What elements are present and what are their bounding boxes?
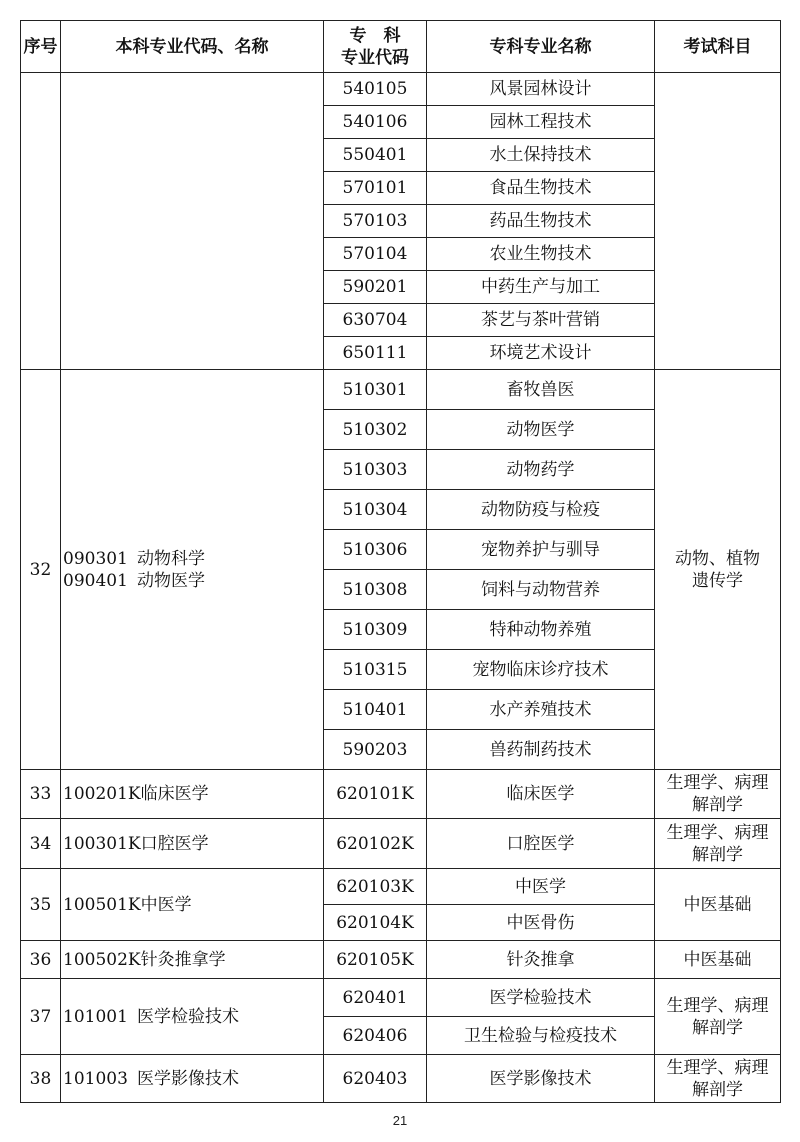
- exam-subjects-cell: [655, 869, 781, 941]
- college-code-cell: 510306: [324, 530, 427, 570]
- table-row: [21, 770, 781, 819]
- exam-subjects-cell: [655, 819, 781, 869]
- college-code-cell: 510315: [324, 650, 427, 690]
- college-code-cell: 510301: [324, 370, 427, 410]
- table-row: [21, 979, 781, 1017]
- college-major-cell: 临床医学: [427, 770, 655, 819]
- undergrad-major-code: 090401: [63, 570, 128, 591]
- undergrad-major-code: 100501K: [63, 894, 141, 915]
- college-code-cell: 590203: [324, 730, 427, 770]
- header-college-code-line1: 专 科: [349, 25, 401, 46]
- undergrad-major-name: 医学检验技术: [137, 1006, 239, 1027]
- undergrad-major-name: 医学影像技术: [137, 1068, 239, 1089]
- college-major-cell: 口腔医学: [427, 819, 655, 869]
- undergrad-major-line: [63, 1006, 323, 1028]
- undergrad-major-name: 动物医学: [137, 570, 205, 591]
- undergrad-major-cell: [61, 770, 324, 819]
- header-exam-subjects: 考试科目: [655, 21, 781, 73]
- index-cell: 34: [21, 819, 61, 869]
- header-index: 序号: [21, 21, 61, 73]
- undergrad-major-name: 针灸推拿学: [140, 949, 226, 970]
- index-cell: 35: [21, 869, 61, 941]
- index-cell: 38: [21, 1055, 61, 1103]
- college-code-cell: 540105: [324, 73, 427, 106]
- undergrad-major-code: 101003: [63, 1068, 128, 1089]
- index-cell: 37: [21, 979, 61, 1055]
- college-major-cell: 针灸推拿: [427, 941, 655, 979]
- college-code-cell: 510401: [324, 690, 427, 730]
- undergrad-major-line: [63, 783, 323, 805]
- exam-subject-line: 动物、植物: [675, 548, 760, 569]
- exam-subject-line: 解剖学: [692, 844, 743, 865]
- college-code-cell: 630704: [324, 304, 427, 337]
- college-major-cell: 卫生检验与检疫技术: [427, 1017, 655, 1055]
- undergrad-major-cell: [61, 869, 324, 941]
- exam-subject-line: 生理学、病理: [666, 1057, 769, 1078]
- undergrad-major-name: 临床医学: [140, 784, 209, 804]
- college-major-cell: 动物药学: [427, 450, 655, 490]
- exam-subject-line: 中医基础: [683, 894, 752, 915]
- table-row: [21, 1055, 781, 1103]
- college-major-cell: 宠物养护与驯导: [427, 530, 655, 570]
- exam-subjects-cell: [655, 941, 781, 979]
- exam-subject-line: 生理学、病理: [666, 995, 769, 1016]
- undergrad-major-cell: [61, 1055, 324, 1103]
- college-code-cell: 620104K: [324, 905, 427, 941]
- undergrad-major-code: 100301K: [63, 833, 141, 854]
- index-cell: [21, 73, 61, 370]
- undergrad-major-code: 100201K: [63, 784, 141, 804]
- index-cell: 36: [21, 941, 61, 979]
- undergrad-major-line: [63, 894, 323, 916]
- college-major-cell: 医学影像技术: [427, 1055, 655, 1103]
- exam-subject-line: 解剖学: [692, 1017, 743, 1038]
- undergrad-major-cell: [61, 979, 324, 1055]
- exam-subject-line: 解剖学: [692, 1079, 743, 1100]
- college-major-cell: 中药生产与加工: [427, 271, 655, 304]
- index-cell: 32: [21, 370, 61, 770]
- header-college-code-line2: 专业代码: [341, 47, 409, 68]
- header-college-major-name: 专科专业名称: [427, 21, 655, 73]
- exam-subject-line: 生理学、病理: [666, 822, 769, 843]
- college-major-cell: 农业生物技术: [427, 238, 655, 271]
- college-code-cell: 650111: [324, 337, 427, 370]
- college-major-cell: 中医骨伤: [427, 905, 655, 941]
- college-major-cell: 中医学: [427, 869, 655, 905]
- college-code-cell: 620401: [324, 979, 427, 1017]
- college-major-cell: 环境艺术设计: [427, 337, 655, 370]
- undergrad-major-cell: [61, 819, 324, 869]
- college-major-cell: 医学检验技术: [427, 979, 655, 1017]
- exam-subjects-cell: [655, 73, 781, 370]
- exam-subjects-cell: [655, 979, 781, 1055]
- college-major-cell: 水土保持技术: [427, 139, 655, 172]
- college-major-cell: 水产养殖技术: [427, 690, 655, 730]
- index-cell: 33: [21, 770, 61, 819]
- undergrad-major-line: [63, 548, 323, 570]
- college-code-cell: 590201: [324, 271, 427, 304]
- table-row: [21, 869, 781, 905]
- undergrad-major-name: 口腔医学: [140, 833, 209, 854]
- college-code-cell: 540106: [324, 106, 427, 139]
- college-major-cell: 园林工程技术: [427, 106, 655, 139]
- header-undergrad-major: 本科专业代码、名称: [61, 21, 324, 73]
- undergrad-major-code: 090301: [63, 548, 128, 569]
- undergrad-major-name: 中医学: [140, 894, 192, 915]
- college-code-cell: 570103: [324, 205, 427, 238]
- undergrad-major-line: [63, 833, 323, 855]
- college-code-cell: 550401: [324, 139, 427, 172]
- college-code-cell: 510309: [324, 610, 427, 650]
- table-row: [21, 370, 781, 410]
- college-major-cell: 药品生物技术: [427, 205, 655, 238]
- college-code-cell: 620406: [324, 1017, 427, 1055]
- exam-subjects-cell: [655, 770, 781, 819]
- college-major-cell: 动物防疫与检疫: [427, 490, 655, 530]
- undergrad-major-name: 动物科学: [137, 548, 205, 569]
- table-body: [21, 73, 781, 1103]
- undergrad-major-line: [63, 570, 323, 592]
- college-major-cell: 茶艺与茶叶营销: [427, 304, 655, 337]
- header-college-code: [324, 21, 427, 73]
- undergrad-major-cell: [61, 941, 324, 979]
- undergrad-major-code: 100502K: [63, 949, 141, 970]
- college-major-cell: 兽药制药技术: [427, 730, 655, 770]
- table-row: [21, 941, 781, 979]
- table-row: [21, 73, 781, 106]
- exam-subject-line: 遗传学: [692, 570, 743, 591]
- undergrad-major-cell: [61, 370, 324, 770]
- college-code-cell: 510303: [324, 450, 427, 490]
- college-major-cell: 风景园林设计: [427, 73, 655, 106]
- college-code-cell: 620105K: [324, 941, 427, 979]
- college-major-cell: 宠物临床诊疗技术: [427, 650, 655, 690]
- exam-subject-line: 解剖学: [692, 795, 743, 815]
- college-code-cell: 510304: [324, 490, 427, 530]
- college-major-cell: 饲料与动物营养: [427, 570, 655, 610]
- exam-subject-line: 中医基础: [683, 949, 752, 970]
- college-major-cell: 畜牧兽医: [427, 370, 655, 410]
- college-code-cell: 620102K: [324, 819, 427, 869]
- college-code-cell: 620403: [324, 1055, 427, 1103]
- header-row: [21, 21, 781, 73]
- college-code-cell: 510308: [324, 570, 427, 610]
- college-code-cell: 620101K: [324, 770, 427, 819]
- undergrad-major-code: 101001: [63, 1006, 128, 1027]
- exam-subjects-cell: [655, 1055, 781, 1103]
- table-row: [21, 819, 781, 869]
- college-major-cell: 动物医学: [427, 410, 655, 450]
- college-major-cell: 食品生物技术: [427, 172, 655, 205]
- page-number: 21: [392, 1113, 408, 1128]
- undergrad-major-line: [63, 1068, 323, 1090]
- college-code-cell: 620103K: [324, 869, 427, 905]
- college-major-cell: 特种动物养殖: [427, 610, 655, 650]
- college-code-cell: 570104: [324, 238, 427, 271]
- major-mapping-table: [20, 20, 781, 1103]
- undergrad-major-cell: [61, 73, 324, 370]
- undergrad-major-line: [63, 949, 323, 971]
- college-code-cell: 510302: [324, 410, 427, 450]
- exam-subjects-cell: [655, 370, 781, 770]
- college-code-cell: 570101: [324, 172, 427, 205]
- exam-subject-line: 生理学、病理: [666, 773, 769, 793]
